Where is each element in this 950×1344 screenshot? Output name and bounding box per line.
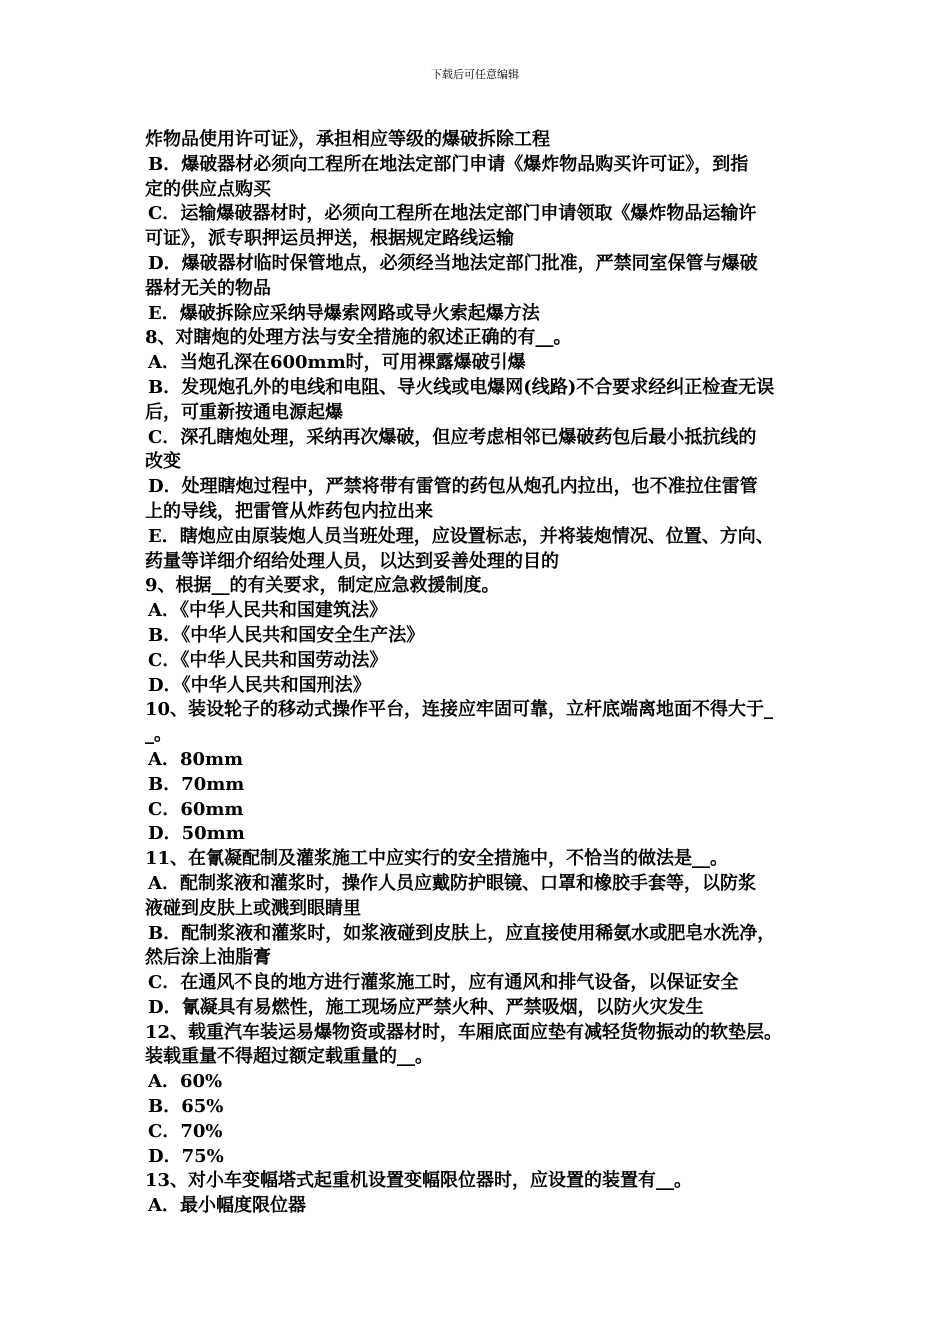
text-line: 改变 <box>145 451 181 473</box>
text-line: A．《中华人民共和国建筑法》 <box>148 600 387 622</box>
text-line: D．处理瞎炮过程中，严禁将带有雷管的药包从炮孔内拉出，也不准拉住雷管 <box>148 476 758 498</box>
text-line: 液碰到皮肤上或溅到眼睛里 <box>145 897 361 919</box>
text-line: A．80mm <box>148 748 244 770</box>
text-line: D．《中华人民共和国刑法》 <box>148 674 371 696</box>
text-line: A．当炮孔深在600mm时，可用裸露爆破引爆 <box>148 352 526 374</box>
text-line: A．最小幅度限位器 <box>148 1195 306 1217</box>
text-line: 9、根据__的有关要求，制定应急救援制度。 <box>145 575 500 597</box>
text-line: C．《中华人民共和国劳动法》 <box>148 649 388 671</box>
text-line: _。 <box>145 724 172 746</box>
text-line: B．65% <box>148 1096 224 1118</box>
text-line: B．发现炮孔外的电线和电阻、导火线或电爆网(线路)不合要求经纠正检查无误 <box>148 376 775 398</box>
text-line: 上的导线，把雷管从炸药包内拉出来 <box>145 500 433 522</box>
text-line: D．氰凝具有易燃性，施工现场应严禁火种、严禁吸烟，以防火灾发生 <box>148 996 704 1018</box>
text-line: A．60% <box>148 1071 223 1093</box>
text-line: 炸物品使用许可证》，承担相应等级的爆破拆除工程 <box>145 129 550 150</box>
text-line: B．爆破器材必须向工程所在地法定部门申请《爆炸物品购买许可证》，到指 <box>148 153 749 175</box>
text-line: D．爆破器材临时保管地点，必须经当地法定部门批准，严禁同室保管与爆破 <box>148 252 758 274</box>
text-line: 器材无关的物品 <box>145 277 271 299</box>
text-line: 11、在氰凝配制及灌浆施工中应实行的安全措施中，不恰当的做法是__。 <box>145 848 729 870</box>
text-line: 药量等详细介绍给处理人员，以达到妥善处理的目的 <box>145 550 559 572</box>
text-line: C．70% <box>148 1120 223 1142</box>
text-line: 10、装设轮子的移动式操作平台，连接应牢固可靠，立杆底端离地面不得大于_ <box>145 699 774 721</box>
text-line: D．50mm <box>148 823 245 845</box>
text-line: B．《中华人民共和国安全生产法》 <box>148 624 425 646</box>
text-line: 然后涂上油脂膏 <box>145 947 271 969</box>
text-line: 装载重量不得超过额定载重量的__。 <box>145 1046 433 1068</box>
text-line: 8、对瞎炮的处理方法与安全措施的叙述正确的有__。 <box>145 327 572 349</box>
text-line: D．75% <box>148 1145 224 1167</box>
text-line: 定的供应点购买 <box>145 178 271 200</box>
text-line: 12、载重汽车装运易爆物资或器材时，车厢底面应垫有减轻货物振动的软垫层。 <box>145 1021 783 1043</box>
text-line: E．瞎炮应由原装炮人员当班处理，应设置标志，并将装炮情况、位置、方向、 <box>148 525 774 547</box>
text-line: C．60mm <box>148 798 244 820</box>
document-body <box>145 128 825 1219</box>
text-line: C．深孔瞎炮处理，采纳再次爆破，但应考虑相邻已爆破药包后最小抵抗线的 <box>148 426 757 448</box>
text-line: A．配制浆液和灌浆时，操作人员应戴防护眼镜、口罩和橡胶手套等，以防浆 <box>148 872 756 894</box>
text-line: C．在通风不良的地方进行灌浆施工时，应有通风和排气设备，以保证安全 <box>148 972 739 994</box>
text-line: B．配制浆液和灌浆时，如浆液碰到皮肤上，应直接使用稀氨水或肥皂水洗净， <box>148 922 776 944</box>
text-line: 后，可重新按通电源起爆 <box>145 401 343 423</box>
text-line: 可证》，派专职押运员押送，根据规定路线运输 <box>145 228 514 250</box>
text-line: 13、对小车变幅塔式起重机设置变幅限位器时，应设置的装置有__。 <box>145 1170 693 1192</box>
text-line: C．运输爆破器材时，必须向工程所在地法定部门申请领取《爆炸物品运输许 <box>148 203 757 225</box>
page-header: 下载后可任意编辑 <box>431 68 519 81</box>
text-line: E．爆破拆除应采纳导爆索网路或导火索起爆方法 <box>148 302 540 324</box>
text-line: B．70mm <box>148 773 245 795</box>
